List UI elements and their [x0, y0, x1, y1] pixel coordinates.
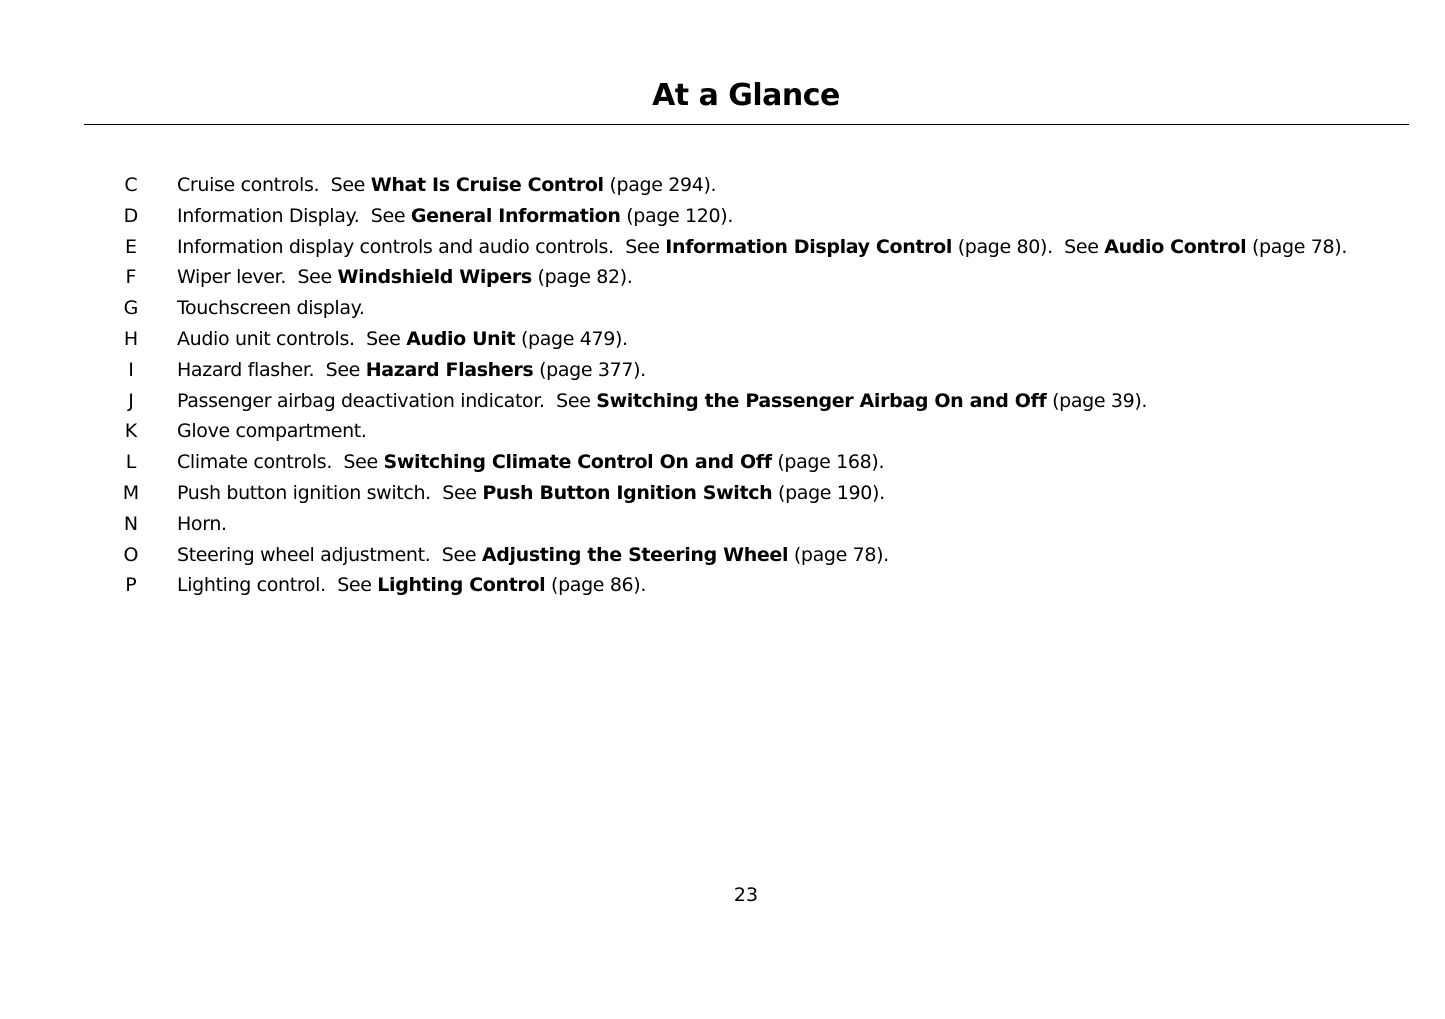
page-reference: (page 377).	[539, 358, 646, 381]
item-text: Wiper lever.	[177, 266, 287, 289]
item-letter: C	[124, 174, 138, 196]
item-letter: O	[123, 543, 139, 566]
item-letter: J	[128, 389, 134, 412]
item-letter: D	[123, 204, 139, 227]
cross-reference-link[interactable]: Information Display Control	[665, 235, 953, 258]
page-reference: (page 78).	[793, 543, 889, 566]
item-text: Glove compartment.	[177, 420, 367, 443]
page-reference: (page 120).	[626, 204, 734, 227]
item-letter: H	[123, 327, 139, 350]
title-divider	[84, 124, 1409, 125]
cross-reference-link[interactable]: Adjusting the Steering Wheel	[481, 543, 789, 566]
legend-item-d	[0, 201, 1445, 232]
see-label: See	[625, 235, 660, 258]
item-text: Horn.	[177, 512, 227, 535]
item-description	[177, 509, 227, 540]
item-description	[177, 570, 646, 601]
item-text: Passenger airbag deactivation indicator.	[177, 389, 545, 412]
item-description	[177, 262, 633, 293]
see-label: See	[556, 389, 591, 412]
cross-reference-link[interactable]: Lighting Control	[377, 574, 546, 597]
page-reference: (page 39).	[1052, 389, 1148, 412]
cross-reference-link[interactable]: Push Button Ignition Switch	[482, 481, 773, 504]
item-description	[177, 416, 367, 447]
item-description	[177, 386, 1147, 417]
see-label: See	[366, 327, 401, 350]
item-description	[177, 478, 885, 509]
item-letter: G	[123, 297, 139, 320]
item-text: Information display controls and audio controls.	[177, 235, 614, 258]
legend-item-e	[0, 232, 1445, 263]
item-text: Cruise controls.	[177, 174, 320, 196]
legend-item-o	[0, 540, 1445, 571]
item-description	[177, 540, 889, 571]
cross-reference-link[interactable]: What Is Cruise Control	[370, 174, 604, 196]
item-letter: E	[124, 235, 137, 258]
legend-item-h	[0, 324, 1445, 355]
cross-reference-link[interactable]: Audio Control	[1104, 235, 1247, 258]
legend-item-n	[0, 509, 1445, 540]
page-reference: (page 86).	[551, 574, 647, 597]
item-text: Information Display.	[177, 204, 360, 227]
see-label: See	[330, 174, 366, 196]
see-label: See	[325, 358, 361, 381]
item-letter: P	[125, 574, 137, 597]
item-description	[177, 201, 733, 232]
legend-item-c	[0, 170, 1445, 201]
legend-item-m	[0, 478, 1445, 509]
cross-reference-link[interactable]: General Information	[410, 204, 621, 227]
legend-item-l	[0, 447, 1445, 478]
page-reference: (page 78).	[1251, 235, 1348, 258]
item-text: Lighting control.	[177, 574, 326, 597]
item-letter: M	[122, 481, 140, 504]
legend-item-i	[0, 355, 1445, 386]
cross-reference-link[interactable]: Windshield Wipers	[337, 266, 532, 289]
item-text: Hazard flasher.	[177, 358, 315, 381]
legend-item-f	[0, 262, 1445, 293]
item-letter: K	[124, 420, 138, 443]
page-reference: (page 168).	[777, 451, 885, 474]
page-reference: (page 82).	[537, 266, 633, 289]
item-letter: F	[125, 266, 137, 289]
cross-reference-link[interactable]: Switching Climate Control On and Off	[383, 451, 772, 474]
item-text: Push button ignition switch.	[177, 481, 431, 504]
page-reference: (page 479).	[520, 327, 628, 350]
item-text: Steering wheel adjustment.	[177, 543, 431, 566]
see-label: See	[370, 204, 406, 227]
item-text: Audio unit controls.	[177, 327, 355, 350]
see-label: See	[1064, 235, 1099, 258]
item-description	[177, 170, 716, 201]
item-letter: N	[123, 512, 139, 535]
item-description	[177, 324, 628, 355]
see-label: See	[337, 574, 372, 597]
see-label: See	[343, 451, 378, 474]
page-number: 23	[733, 884, 759, 906]
item-letter: L	[125, 451, 137, 474]
see-label: See	[442, 481, 477, 504]
page-reference: (page 80).	[957, 235, 1053, 258]
legend-item-j	[0, 386, 1445, 417]
see-label: See	[441, 543, 477, 566]
see-label: See	[297, 266, 332, 289]
cross-reference-link[interactable]: Hazard Flashers	[365, 358, 534, 381]
legend-item-p	[0, 570, 1445, 601]
page-title: At a Glance	[652, 78, 840, 113]
item-description	[177, 447, 884, 478]
cross-reference-link[interactable]: Audio Unit	[406, 327, 516, 350]
legend-list	[0, 170, 1445, 601]
page-reference: (page 190).	[778, 481, 885, 504]
cross-reference-link[interactable]: Switching the Passenger Airbag On and Off	[596, 389, 1047, 412]
item-text: Climate controls.	[177, 451, 333, 474]
item-letter: I	[128, 358, 134, 381]
item-text: Touchscreen display.	[177, 297, 365, 320]
item-description	[177, 293, 365, 324]
page-reference: (page 294).	[609, 174, 717, 196]
legend-item-k	[0, 416, 1445, 447]
legend-item-g	[0, 293, 1445, 324]
item-description	[177, 232, 1347, 263]
item-description	[177, 355, 646, 386]
